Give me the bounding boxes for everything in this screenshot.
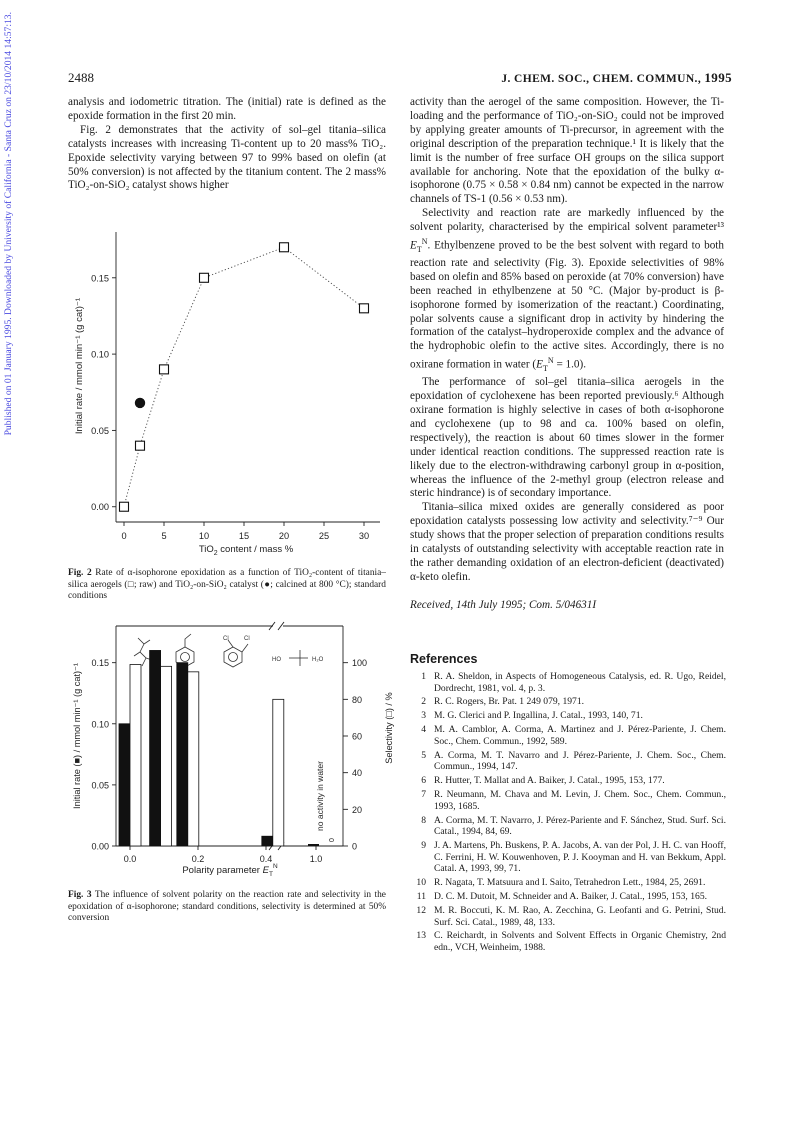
running-header bbox=[501, 70, 732, 86]
download-note-text[interactable]: Published on 01 January 1995. Downloaded by University of California - Santa Cruz on 23/10/2014 14:57:13. bbox=[3, 12, 14, 436]
fig2-x-tick-label: 30 bbox=[358, 531, 370, 541]
fig3-x-tick-label: 0.2 bbox=[191, 854, 205, 864]
reference-number: 9 bbox=[421, 840, 426, 852]
fig2-axes bbox=[116, 232, 380, 522]
fig3-zero-point-label: 0 bbox=[329, 838, 336, 842]
references-title: References bbox=[410, 652, 478, 666]
fig2-x-label: TiO$_2$ content / mass % bbox=[198, 544, 294, 557]
fig3-selectivity-bar bbox=[188, 672, 199, 846]
journal-year: 1995 bbox=[704, 70, 732, 85]
reference-text: A. Corma, M. T. Navarro and J. Pérez-Pariente, J. Chem. Soc., Chem. Commun., 1994, 147. bbox=[434, 749, 726, 773]
reference-number: 1 bbox=[421, 671, 426, 682]
fig2-raw-point bbox=[136, 441, 145, 450]
fig3-y2-tick-label: 20 bbox=[352, 804, 363, 815]
fig3-no-activity-label: no activity in water bbox=[315, 761, 325, 831]
fig3-rate-bar bbox=[262, 836, 273, 846]
reference-number: 4 bbox=[421, 724, 426, 736]
reference-number: 2 bbox=[421, 696, 426, 708]
fig3-y2-tick-label: 0 bbox=[352, 841, 358, 852]
fig3-chart bbox=[68, 618, 398, 878]
fig2-x-tick-label: 0 bbox=[121, 531, 127, 541]
dichlorobenzene-structure-icon bbox=[224, 640, 248, 667]
reference-text: R. C. Rogers, Br. Pat. 1 249 079, 1971. bbox=[434, 696, 585, 708]
journal-name: J. CHEM. SOC., CHEM. COMMUN., bbox=[501, 73, 702, 85]
fig2-raw-point bbox=[160, 365, 169, 374]
fig3-bars bbox=[119, 650, 319, 846]
fig2-x-ticks bbox=[121, 522, 369, 541]
reference-number: 3 bbox=[421, 710, 426, 722]
cl-label-2: Cl bbox=[244, 636, 250, 642]
fig3-y-tick-label: 0.15 bbox=[91, 658, 109, 669]
reference-number: 13 bbox=[416, 930, 426, 942]
fig3-rate-bar bbox=[177, 663, 188, 846]
reference-text: M. G. Clerici and P. Ingallina, J. Catal., 1993, 140, 71. bbox=[434, 710, 643, 722]
fig3-y-tick-label: 0.10 bbox=[91, 719, 109, 730]
fig3-y-label: Initial rate (■) / mmol min⁻¹ (g cat)⁻¹ bbox=[72, 663, 82, 809]
reference-number: 12 bbox=[416, 904, 426, 916]
reference-number: 10 bbox=[416, 877, 426, 889]
reference-item bbox=[410, 750, 726, 773]
fig2-raw-point bbox=[280, 243, 289, 252]
fig2-y-label: Initial rate / mmol min⁻¹ (g cat)⁻¹ bbox=[74, 297, 85, 435]
reference-item bbox=[410, 815, 726, 838]
fig2-x-tick-label: 25 bbox=[318, 531, 330, 541]
fig2-raw-line bbox=[124, 247, 364, 506]
fig3-y2-tick-label: 40 bbox=[352, 768, 363, 779]
reference-item bbox=[410, 789, 726, 812]
references-list bbox=[410, 671, 726, 956]
fig3-selectivity-bar bbox=[273, 699, 284, 846]
paragraph: Selectivity and reaction rate are markedly influenced by the solvent polarity, characterised by the empirical solvent parameter¹³ $E_T^N$. Ethylbenzene proved to be the best solvent with regard to both reaction rate and selectivity (Fig. 3). Epoxide selectivities of 98% based on olefin and 85% based on peroxide (at 70% conversion) have been reached in ethylbenzene at 50 °C. (Major by-product is β-isophorone formed by isomerization of the reactant.) Coordinating, polar solvents cause a significant drop in activity by hindering the formation of the catalyst–hydroperoxide complex and the advance of the hydrophobic olefin to the active sites. Accordingly, there is no oxirane formation in water $(E_T^N = 1.0)$. bbox=[410, 207, 724, 374]
fig3-selectivity-bar bbox=[161, 666, 172, 846]
reference-text: M. A. Camblor, A. Corma, A. Martinez and J. Pérez-Pariente, J. Chem. Soc., Chem. Commun., 1992, 589. bbox=[434, 724, 726, 747]
fig2-x-tick-label: 5 bbox=[161, 531, 167, 541]
fig2-y-tick-label: 0.00 bbox=[91, 502, 109, 513]
ethylbenzene-structure-icon bbox=[176, 634, 194, 667]
reference-text: R. Hutter, T. Mallat and A. Baiker, J. Catal., 1995, 153, 177. bbox=[434, 775, 665, 787]
reference-item bbox=[410, 775, 726, 787]
fig3-left-y-ticks bbox=[91, 658, 116, 851]
fig2-x-tick-label: 20 bbox=[278, 531, 290, 541]
fig2-caption-label: Fig. 2 bbox=[68, 568, 92, 578]
fig3-y-tick-label: 0.00 bbox=[91, 841, 109, 852]
fig3-x-tick-label: 1.0 bbox=[309, 854, 323, 864]
fig2-y-tick-label: 0.10 bbox=[91, 349, 109, 360]
fig3-x-tick-label: 0.0 bbox=[123, 854, 137, 864]
fig3-y2-tick-label: 80 bbox=[352, 694, 363, 705]
fig3-caption bbox=[68, 890, 386, 925]
paragraph: activity than the aerogel of the same composition. However, the Ti-loading and the performance of TiO₂-on-SiO₂ could not be improved by applying greater amounts of Ti-precursor, in agreement with the original description of the preparation technique.¹ It is likely that the limit is the number of free surface OH groups on the silica support available for anchoring. Note that the epoxidation of the bulky α-isophorone (0.75 × 0.58 × 0.84 nm) cannot be expected in the narrow channels of TS-1 (0.56 × 0.53 nm). bbox=[410, 96, 724, 206]
reference-number: 11 bbox=[416, 891, 426, 903]
reference-item bbox=[410, 930, 726, 953]
reference-text: J. A. Martens, Ph. Buskens, P. A. Jacobs, A. van der Pol, J. H. C. van Hooff, C. Ferrini, H. W. Kouwenhoven, P. J. Kooyman and H. van Bekkum, Appl. Catal. A, 1993, 99, 71. bbox=[434, 840, 726, 875]
tert-butanol-structure-icon bbox=[289, 650, 308, 666]
fig3-y2-tick-label: 60 bbox=[352, 731, 363, 742]
fig2-raw-point bbox=[200, 273, 209, 282]
fig2-y-tick-label: 0.15 bbox=[91, 273, 109, 284]
cl-label-1: Cl bbox=[223, 636, 229, 642]
reference-item bbox=[410, 877, 726, 889]
reference-number: 5 bbox=[421, 749, 426, 761]
fig3-x-label: Polarity parameter $E_T^N$ bbox=[182, 863, 278, 878]
fig2-raw-point bbox=[120, 502, 129, 511]
fig3-y2-label: Selectivity (□) / % bbox=[384, 692, 394, 764]
fig2-caption-text: Rate of α-isophorone epoxidation as a function of TiO₂-content of titania–silica aerogels (□; raw) and TiO₂-on-SiO₂ catalyst (●; calcined at 800 °C); standard conditions bbox=[68, 568, 386, 602]
reference-item bbox=[410, 710, 726, 722]
fig2-chart bbox=[68, 232, 388, 562]
right-column-text bbox=[410, 96, 724, 585]
fig3-rate-bar bbox=[150, 650, 161, 846]
water-label: H₂O bbox=[312, 657, 324, 663]
paragraph: Titania–silica mixed oxides are generally considered as poor epoxidation catalysts possessing low activity and selectivity.⁷⁻⁹ Our study shows that the proper selection of preparation conditions results in catalysts of outstanding selectivity with acceptable reaction rate in the rather demanding oxidation of an electron-deficient (deactivated) α-keto olefin. bbox=[410, 501, 724, 583]
reference-item bbox=[410, 724, 726, 747]
fig3-x-tick-label: 0.4 bbox=[259, 854, 273, 864]
fig2-raw-point bbox=[360, 304, 369, 313]
fig3-caption-label: Fig. 3 bbox=[68, 890, 92, 900]
fig3-selectivity-bar bbox=[130, 665, 141, 847]
reference-item bbox=[410, 905, 726, 928]
paragraph: Fig. 2 demonstrates that the activity of sol–gel titania–silica catalysts increases with increasing Ti-content up to 20 mass% TiO₂. Epoxide selectivity varying between 97 to 99% based on olefin (at 50% conversion) is not affected by the titanium content. The 2 mass% TiO₂-on-SiO₂ catalyst shows higher bbox=[68, 123, 386, 192]
paragraph: The performance of sol–gel titania–silica aerogels in the epoxidation of cyclohexene has been reported previously.⁶ Although oxirane formation is highly selective in cases of both α-isophorone and cyclohexene (up to 98 and ca. 100% based on olefin, respectively), the reaction is about 60 times slower in the former under identical reaction conditions. The suppressed reaction rate is likely due to the electron-withdrawing carbonyl group in α-position, whereas the influence of the 2-methyl group (electron release and steric hindrance) is of secondary importance. bbox=[410, 376, 724, 500]
fig2-calcined-point bbox=[135, 398, 145, 408]
fig2-x-tick-label: 10 bbox=[198, 531, 210, 541]
fig3-y2-tick-label: 100 bbox=[352, 658, 368, 669]
reference-text: R. Neumann, M. Chava and M. Levin, J. Chem. Soc., Chem. Commun., 1993, 1685. bbox=[434, 789, 726, 812]
reference-text: R. A. Sheldon, in Aspects of Homogeneous Catalysis, ed. R. Ugo, Reidel, Dordrecht, 1981, vol. 4, p. 3. bbox=[434, 671, 726, 694]
paragraph: analysis and iodometric titration. The (initial) rate is defined as the epoxide formation in the first 20 min. bbox=[68, 96, 386, 122]
reference-number: 6 bbox=[421, 775, 426, 787]
reference-number: 7 bbox=[421, 789, 426, 801]
fig3-right-y-ticks bbox=[343, 658, 367, 851]
received-line: Received, 14th July 1995; Com. 5/04631I bbox=[410, 599, 597, 611]
reference-item bbox=[410, 696, 726, 708]
fig2-y-ticks bbox=[91, 273, 116, 512]
fig2-caption bbox=[68, 568, 386, 603]
page-number: 2488 bbox=[68, 70, 94, 85]
reference-text: M. R. Boccuti, K. M. Rao, A. Zecchina, G. Leofanti and G. Petrini, Stud. Surf. Sci. Catal., 1989, 48, 133. bbox=[434, 904, 726, 928]
fig3-caption-text: The influence of solvent polarity on the reaction rate and selectivity in the epoxidation of α-isophorone; standard conditions, selectivity is determined at 50% conversion bbox=[68, 890, 386, 924]
download-note bbox=[3, 12, 19, 692]
ho-label: HO bbox=[272, 657, 281, 663]
left-column-text bbox=[68, 96, 386, 193]
reference-item bbox=[410, 891, 726, 903]
reference-text: C. Reichardt, in Solvents and Solvent Effects in Organic Chemistry, 2nd edn., VCH, Weinheim, 1988. bbox=[434, 930, 726, 954]
reference-text: A. Corma, M. T. Navarro, J. Pérez-Pariente and F. Sánchez, Stud. Surf. Sci. Catal., 1994, 84, 69. bbox=[434, 814, 726, 838]
reference-item bbox=[410, 671, 726, 694]
fig2-y-tick-label: 0.05 bbox=[91, 425, 109, 436]
reference-number: 8 bbox=[421, 814, 426, 826]
fig3-rate-bar bbox=[119, 724, 130, 846]
fig2-x-tick-label: 15 bbox=[238, 531, 250, 541]
fig3-x-ticks bbox=[124, 846, 323, 864]
reference-text: D. C. M. Dutoit, M. Schneider and A. Baiker, J. Catal., 1995, 153, 165. bbox=[434, 891, 708, 903]
fig3-y-tick-label: 0.05 bbox=[91, 780, 109, 791]
reference-item bbox=[410, 840, 726, 875]
reference-text: R. Nagata, T. Matsuura and I. Saito, Tetrahedron Lett., 1984, 25, 2691. bbox=[434, 877, 706, 889]
